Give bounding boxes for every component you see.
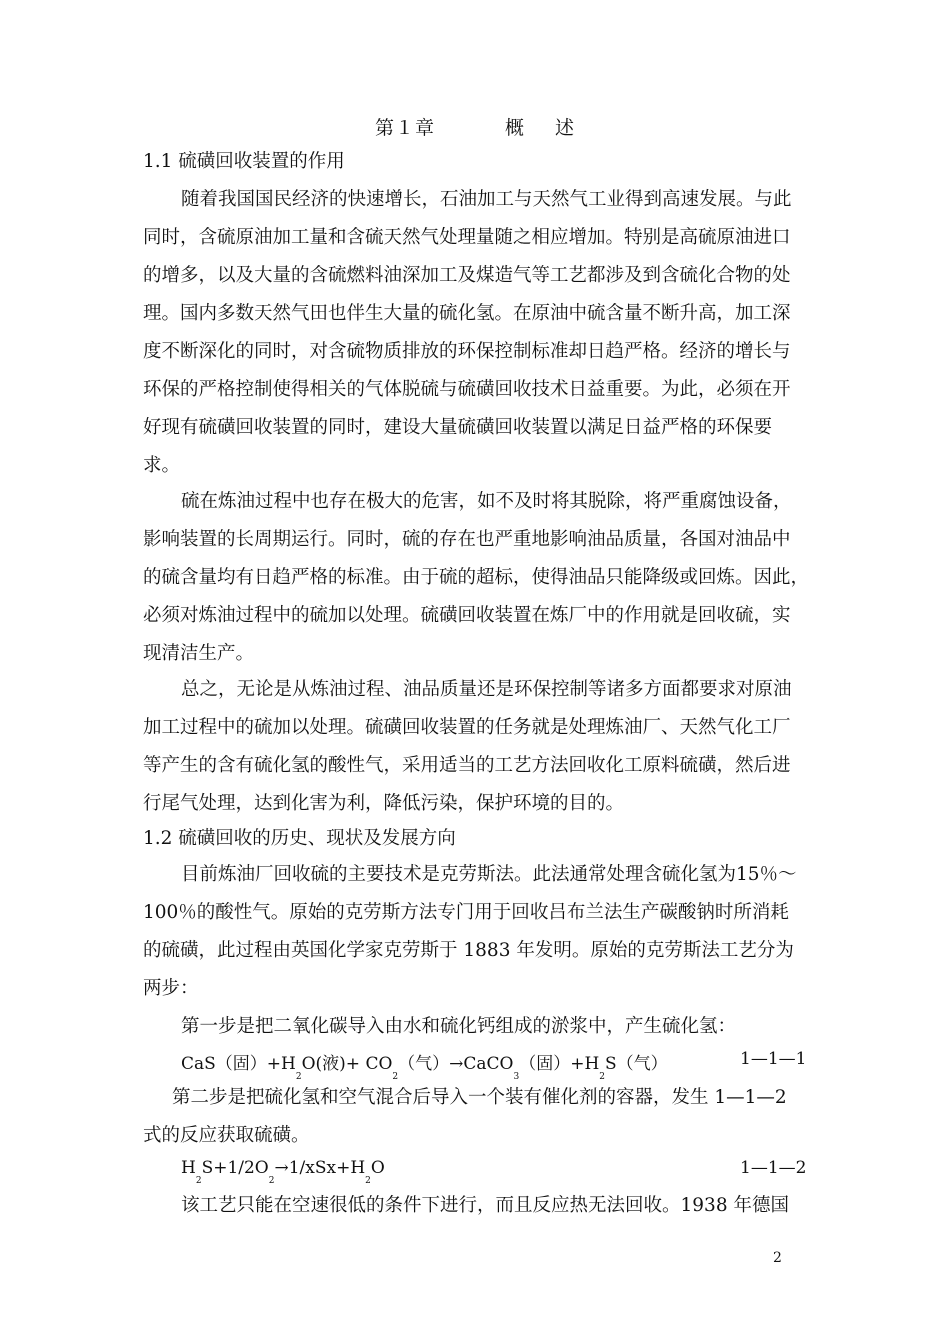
- eq1-subscript: 3: [513, 1072, 520, 1082]
- paragraph-line: 求。: [143, 455, 181, 476]
- paragraph-line: 式的反应获取硫磺。: [143, 1125, 310, 1146]
- paragraph-line: 理。国内多数天然气田也伴生大量的硫化氢。在原油中硫含量不断升高，加工深: [143, 303, 791, 324]
- equation-1-1-1: [181, 1049, 668, 1082]
- equation-1-1-2: [181, 1158, 385, 1186]
- eq2-subscript: 2: [268, 1176, 275, 1186]
- step-one-text: 第一步是把二氧化碳导入由水和硫化钙组成的淤浆中，产生硫化氢：: [181, 1016, 737, 1037]
- paragraph-line: 随着我国国民经济的快速增长，石油加工与天然气工业得到高速发展。与此: [181, 189, 792, 210]
- paragraph-line: 好现有硫磺回收装置的同时，建设大量硫磺回收装置以满足日益严格的环保要: [143, 417, 773, 438]
- eq2-part: H: [181, 1158, 196, 1178]
- paragraph-line: 硫在炼油过程中也存在极大的危害，如不及时将其脱除，将严重腐蚀设备，: [181, 491, 792, 512]
- paragraph-line: 行尾气处理，达到化害为利，降低污染，保护环境的目的。: [143, 793, 625, 814]
- eq1-part: S（气）: [605, 1054, 668, 1074]
- eq1-part: O(液)+ CO: [301, 1054, 393, 1074]
- page-number: 2: [773, 1250, 782, 1266]
- paragraph-line: 等产生的含有硫化氢的酸性气，采用适当的工艺方法回收化工原料硫磺，然后进: [143, 755, 791, 776]
- eq2-part: →1/xSx+H: [274, 1158, 366, 1178]
- eq2-subscript: 2: [365, 1176, 371, 1186]
- chapter-number: 第１章: [374, 117, 435, 139]
- paragraph-line: 加工过程中的硫加以处理。硫磺回收装置的任务就是处理炼油厂、天然气化工厂: [143, 717, 791, 738]
- paragraph-line: 目前炼油厂回收硫的主要技术是克劳斯法。此法通常处理含硫化氢为15％～: [181, 864, 797, 885]
- paragraph-line: 的硫磺，此过程由英国化学家克劳斯于 1883 年发明。原始的克劳斯法工艺分为: [143, 940, 794, 961]
- chapter-title-char-2: 述: [555, 117, 576, 139]
- eq1-subscript: 2: [599, 1072, 606, 1082]
- paragraph-line: 同时，含硫原油加工量和含硫天然气处理量随之相应增加。特别是高硫原油进口: [143, 227, 791, 248]
- eq1-part: （固）+H: [519, 1054, 600, 1074]
- paragraph-line: 两步：: [143, 978, 199, 999]
- paragraph-line: 必须对炼油过程中的硫加以处理。硫磺回收装置在炼厂中的作用就是回收硫，实: [143, 605, 791, 626]
- eq1-subscript: 2: [295, 1072, 302, 1082]
- chapter-title-char-1: 概: [504, 117, 525, 139]
- paragraph-line: 第二步是把硫化氢和空气混合后导入一个装有催化剂的容器，发生 1—1—2: [172, 1087, 787, 1108]
- eq2-part: S+1/2O: [201, 1158, 269, 1178]
- paragraph-line: 100％的酸性气。原始的克劳斯方法专门用于回收吕布兰法生产碳酸钠时所消耗: [143, 902, 789, 923]
- equation-number-2: 1—1—2: [740, 1158, 807, 1178]
- section-heading-1-2: 1.2 硫磺回收的历史、现状及发展方向: [143, 828, 456, 849]
- paragraph-line: 的增多，以及大量的含硫燃料油深加工及煤造气等工艺都涉及到含硫化合物的处: [143, 265, 791, 286]
- paragraph-line: 总之，无论是从炼油过程、油品质量还是环保控制等诸多方面都要求对原油: [181, 679, 792, 700]
- paragraph-line: 影响装置的长周期运行。同时，硫的存在也严重地影响油品质量，各国对油品中: [143, 529, 791, 550]
- eq1-subscript: 2: [392, 1072, 399, 1082]
- eq2-part: O: [370, 1158, 385, 1178]
- paragraph-line: 现清洁生产。: [143, 643, 255, 664]
- eq1-part: （气）→CaCO: [398, 1054, 514, 1074]
- chapter-title: [0, 113, 950, 140]
- equation-number-1: 1—1—1: [740, 1049, 807, 1069]
- eq2-subscript: 2: [195, 1176, 202, 1186]
- paragraph-line: 环保的严格控制使得相关的气体脱硫与硫磺回收技术日益重要。为此，必须在开: [143, 379, 791, 400]
- section-heading-1-1: 1.1 硫磺回收装置的作用: [143, 151, 345, 172]
- paragraph-line: 的硫含量均有日趋严格的标准。由于硫的超标，使得油品只能降级或回炼。因此，: [143, 567, 810, 588]
- eq1-part: CaS（固）+H: [181, 1054, 296, 1074]
- paragraph-line: 度不断深化的同时，对含硫物质排放的环保控制标准却日趋严格。经济的增长与: [143, 341, 791, 362]
- paragraph-line: 该工艺只能在空速很低的条件下进行，而且反应热无法回收。1938 年德国: [181, 1195, 789, 1216]
